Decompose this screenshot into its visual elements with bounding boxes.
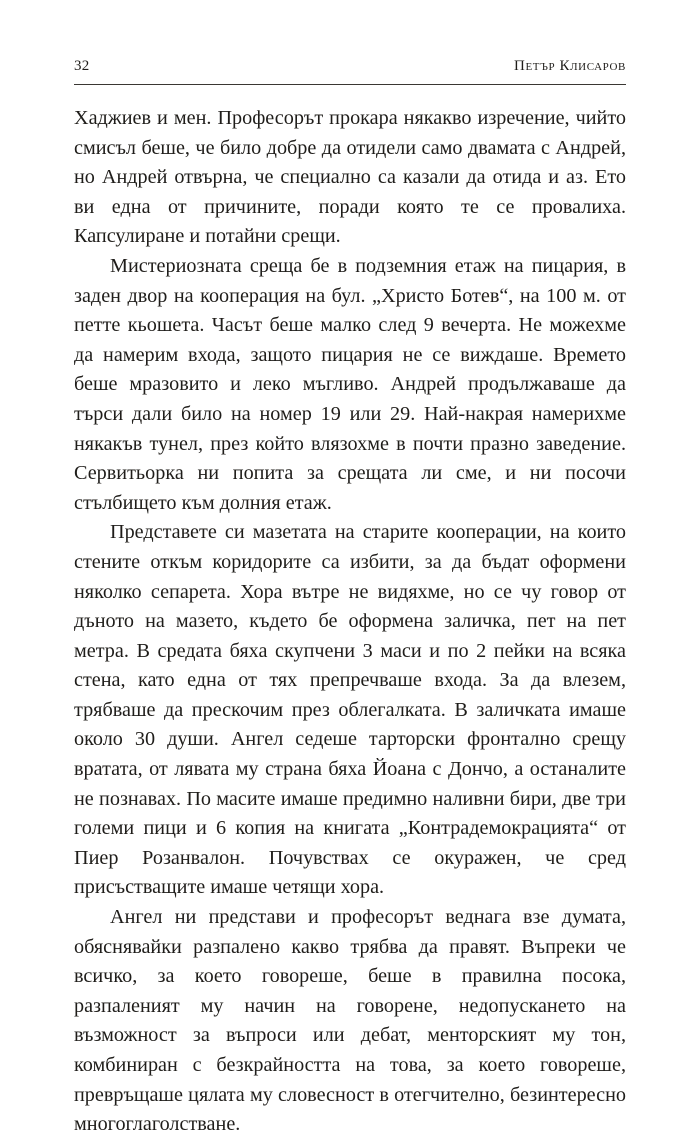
body-text — [74, 104, 626, 1140]
paragraph: Представете си мазетата на старите кооперации, на които стените откъм коридорите са избити, за да бъдат оформени няколко сепарета. Хора вътре не видяхме, но се чу говор от дъното на мазето, където бе оформена заличка, пет на пет метра. В средата бяха скупчени 3 маси и по 2 пейки на всяка стена, като една от тях препречваше входа. За да влезем, трябваше да прескочим през облегалката. В заличката имаше около 30 души. Ангел седеше тарторски фронтално срещу вратата, от лявата му страна бяха Йоана с Дончо, а останалите не познавах. По масите имаше предимно наливни бири, две три големи пици и 6 копия на книгата „Контрадемокрацията“ от Пиер Розанвалон. Почувствах се окуражен, че сред присъстващите имаше четящи хора. — [74, 521, 626, 899]
paragraph: Ангел ни представи и професорът веднага взе думата, обяснявайки разпалено какво трябва да правят. Въпреки че всичко, за което говореше, беше в правилна посока, разпаленият му начин на говорене, недопускането на възможност за въпроси или дебат, менторският му тон, комбиниран с безкрайността на това, за което говореше, превръщаше цялата му словесност в отегчително, безинтересно многоглаголстване. — [74, 906, 626, 1136]
page-header — [74, 58, 626, 82]
running-head-author: Петър Клисаров — [514, 58, 626, 74]
page-number: 32 — [74, 58, 90, 74]
paragraph: Мистериозната среща бе в подземния етаж на пицария, в заден двор на кооперация на бул. „Христо Ботев“, на 100 м. от петте кьошета. Часът беше малко след 9 вечерта. Не можехме да намерим входа, защото пицария не се виждаше. Времето беше мразовито и леко мъгливо. Андрей продължаваше да търси дали било на номер 19 или 29. Най-накрая намерихме някакъв тунел, през който влязохме в почти празно заведение. Сервитьорка ни попита за срещата ли сме, и ни посочи стълбището към долния етаж. — [74, 254, 626, 514]
paragraph: Хаджиев и мен. Професорът прокара някакво изречение, чийто смисъл беше, че било добре да отидели само двамата с Андрей, но Андрей отвърна, че специално са казали да отида и аз. Ето ви една от причините, поради която те се провалиха. Капсулиране и потайни срещи. — [74, 107, 626, 248]
header-rule — [74, 84, 626, 85]
